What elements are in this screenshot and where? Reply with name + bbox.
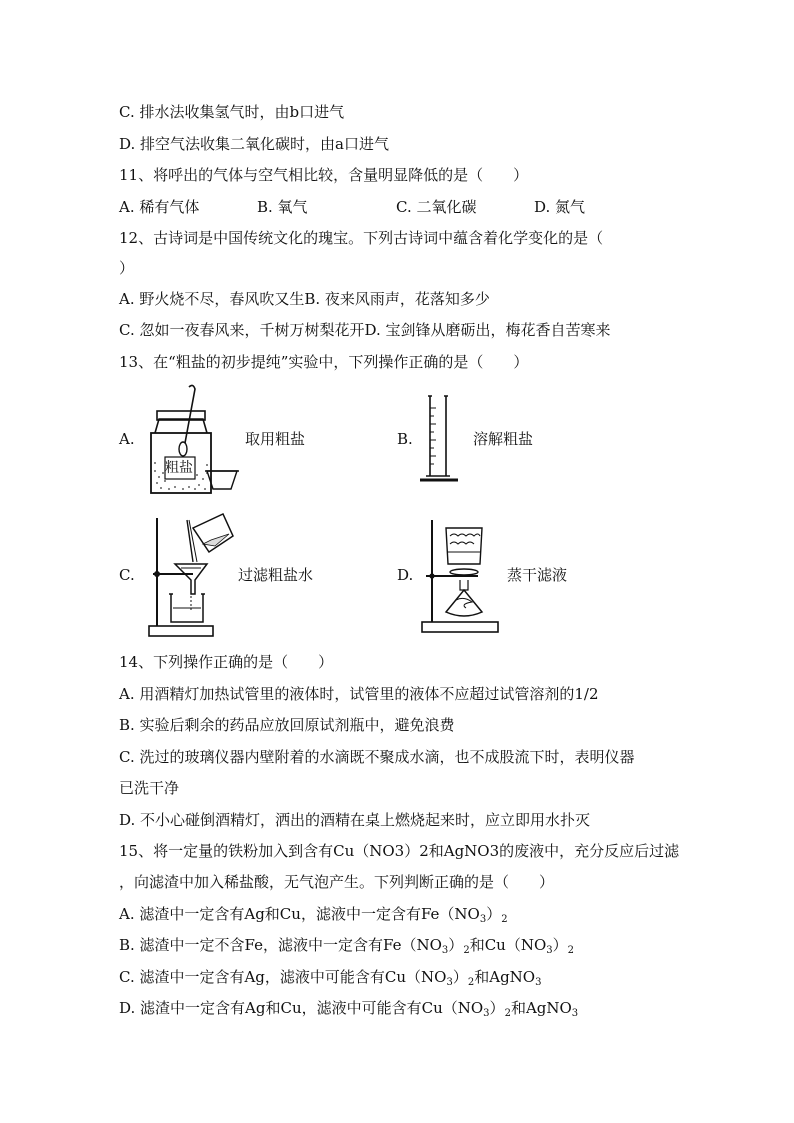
q12-options-cd: C. 忽如一夜春风来，千树万树梨花开D. 宝剑锋从磨砺出，梅花香自苦寒来: [119, 321, 611, 339]
evaporation-apparatus-icon: [420, 516, 502, 634]
q14-option-b: B. 实验后剩余的药品应放回原试剂瓶中，避免浪费: [119, 716, 455, 734]
q14-option-a: A. 用酒精灯加热试管里的液体时，试管里的液体不应超过试管溶剂的1/2: [119, 685, 599, 703]
q13-stem: 13、在“粗盐的初步提纯”实验中，下列操作正确的是（ ）: [119, 353, 529, 371]
bottle-label: 粗盐: [165, 460, 193, 476]
q13-b-letter: B.: [397, 430, 413, 448]
q13-b-label: 溶解粗盐: [473, 430, 534, 448]
q14-option-c-line1: C. 洗过的玻璃仪器内壁附着的水滴既不聚成水滴，也不成股流下时，表明仪器: [119, 748, 635, 766]
q13-a-letter: A.: [119, 430, 135, 448]
q11-option-b: B. 氧气: [257, 198, 308, 216]
q14-option-d: D. 不小心碰倒酒精灯，洒出的酒精在桌上燃烧起来时，应立即用水扑灭: [119, 811, 591, 829]
q15-stem-line2: ，向滤渣中加入稀盐酸，无气泡产生。下列判断正确的是（ ）: [119, 873, 555, 891]
reagent-bottle-icon: [145, 385, 255, 497]
q14-option-c-line2: 已洗干净: [119, 779, 180, 797]
filtration-apparatus-icon: [145, 512, 245, 640]
q14-stem: 14、下列操作正确的是（ ）: [119, 653, 334, 671]
q10-option-d: D. 排空气法收集二氧化碳时，由a口进气: [119, 135, 389, 153]
q11-option-d: D. 氮气: [534, 198, 586, 216]
q13-a-label: 取用粗盐: [245, 430, 306, 448]
q11-stem: 11、将呼出的气体与空气相比较，含量明显降低的是（ ）: [119, 166, 529, 184]
q15-stem-line1: 15、将一定量的铁粉加入到含有Cu（NO3）2和AgNO3的废液中，充分反应后过滤: [119, 842, 680, 860]
q15-option-b: B. 滤渣中一定不含Fe，滤液中一定含有$Fe(NO_3)_2$和$Cu(NO_3)_2$: [119, 936, 575, 956]
q12-stem-cont: ）: [119, 259, 135, 277]
q13-d-letter: D.: [397, 566, 414, 584]
q15-option-c: C. 滤渣中一定含有Ag，滤液中可能含有$Cu(NO_3)_2$和AgNO$_3$: [119, 968, 542, 988]
q15-option-a: A. 滤渣中一定含有Ag和Cu，滤液中一定含有$Fe(NO_3)_2$: [119, 905, 508, 925]
q11-option-c: C. 二氧化碳: [396, 198, 477, 216]
q12-stem: 12、古诗词是中国传统文化的瑰宝。下列古诗词中蕴含着化学变化的是（: [119, 229, 604, 247]
q10-option-c: C. 排水法收集氢气时，由b口进气: [119, 103, 345, 121]
q13-c-letter: C.: [119, 566, 135, 584]
q11-option-a: A. 稀有气体: [119, 198, 200, 216]
q12-options-ab: A. 野火烧不尽，春风吹又生B. 夜来风雨声，花落知多少: [119, 290, 490, 308]
q13-c-label: 过滤粗盐水: [238, 566, 314, 584]
graduated-cylinder-icon: [418, 394, 468, 486]
q13-d-label: 蒸干滤液: [507, 566, 568, 584]
q15-option-d: D. 滤渣中一定含有Ag和Cu，滤液中可能含有$Cu(NO_3)_2$和AgNO$_3$: [119, 999, 579, 1019]
